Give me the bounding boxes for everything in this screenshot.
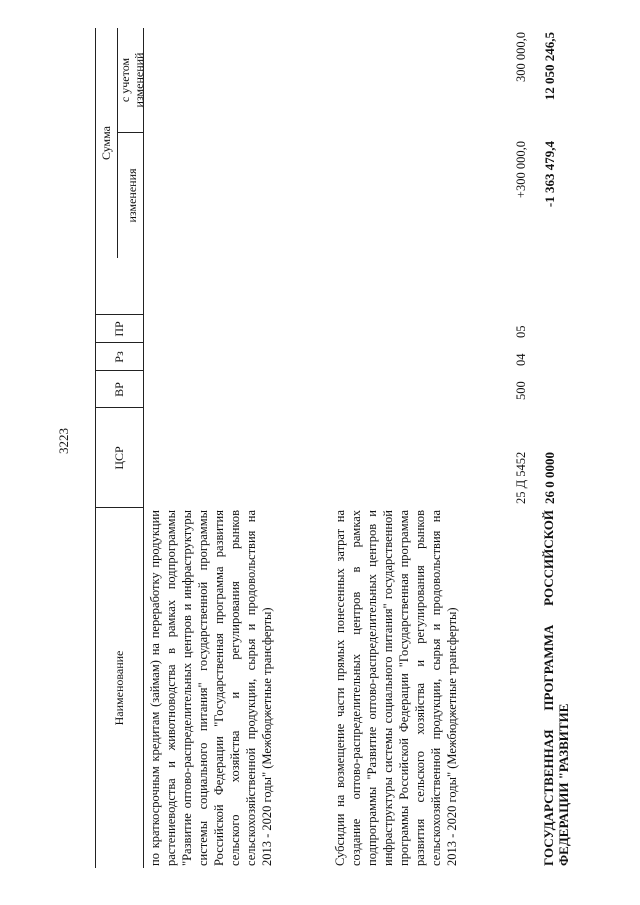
header-sum: Сумма bbox=[99, 126, 113, 160]
header-name: Наименование bbox=[112, 650, 126, 726]
budget-table bbox=[95, 28, 585, 868]
row-2-pr: 05 bbox=[514, 325, 528, 338]
header-with-changes: с учетом изменений bbox=[118, 52, 146, 108]
header-csr: ЦСР bbox=[112, 446, 126, 470]
header-vr: ВР bbox=[112, 382, 126, 397]
row-3-with-changes: 12 050 246,5 bbox=[542, 32, 557, 101]
header-change: изменения bbox=[125, 168, 139, 223]
row-1-name: по краткосрочным кредитам (займам) на переработку продукции растениеводства и животноводства в рамках подпрограммы "Развитие оптово-распределительных центров и инфраструктуры системы социального питания" государственной программы Российской Федерации "Государственная программа развития сельского хозяйства и регулирования рынков сельскохозяйственной продукции, сырья и продовольствия на 2013 - 2020 годы" (Межбюджетные трансферты) bbox=[148, 510, 274, 866]
row-3-name: ГОСУДАРСТВЕННАЯ ПРОГРАММА РОССИЙСКОЙ ФЕДЕРАЦИИ "РАЗВИТИЕ bbox=[541, 510, 571, 866]
row-2-name: Субсидии на возмещение части прямых понесенных затрат на создание оптово-распределительных центров в рамках подпрограммы "Развитие оптово-распределительных центров и инфраструктуры системы социального питания" государственной программы Российской Федерации "Государственная программа развития сельского хозяйства и регулирования рынков сельскохозяйственной продукции, сырья и продовольствия на 2013 - 2020 годы" (Межбюджетные трансферты) bbox=[333, 510, 459, 866]
page-number: 3223 bbox=[56, 428, 71, 454]
header-bottom-border bbox=[143, 28, 144, 868]
row-2-csr: 25 Д 5452 bbox=[514, 451, 528, 504]
row-3-csr: 26 0 0000 bbox=[542, 452, 557, 504]
header-pr: ПР bbox=[112, 321, 126, 337]
table-top-border bbox=[95, 28, 96, 868]
row-3-change: -1 363 479,4 bbox=[542, 141, 557, 208]
header-rz: Рз bbox=[112, 351, 126, 363]
row-2-change: +300 000,0 bbox=[514, 141, 528, 199]
row-2-rz: 04 bbox=[514, 353, 528, 366]
row-2-with-changes: 300 000,0 bbox=[514, 32, 528, 82]
row-2-vr: 500 bbox=[514, 381, 528, 400]
